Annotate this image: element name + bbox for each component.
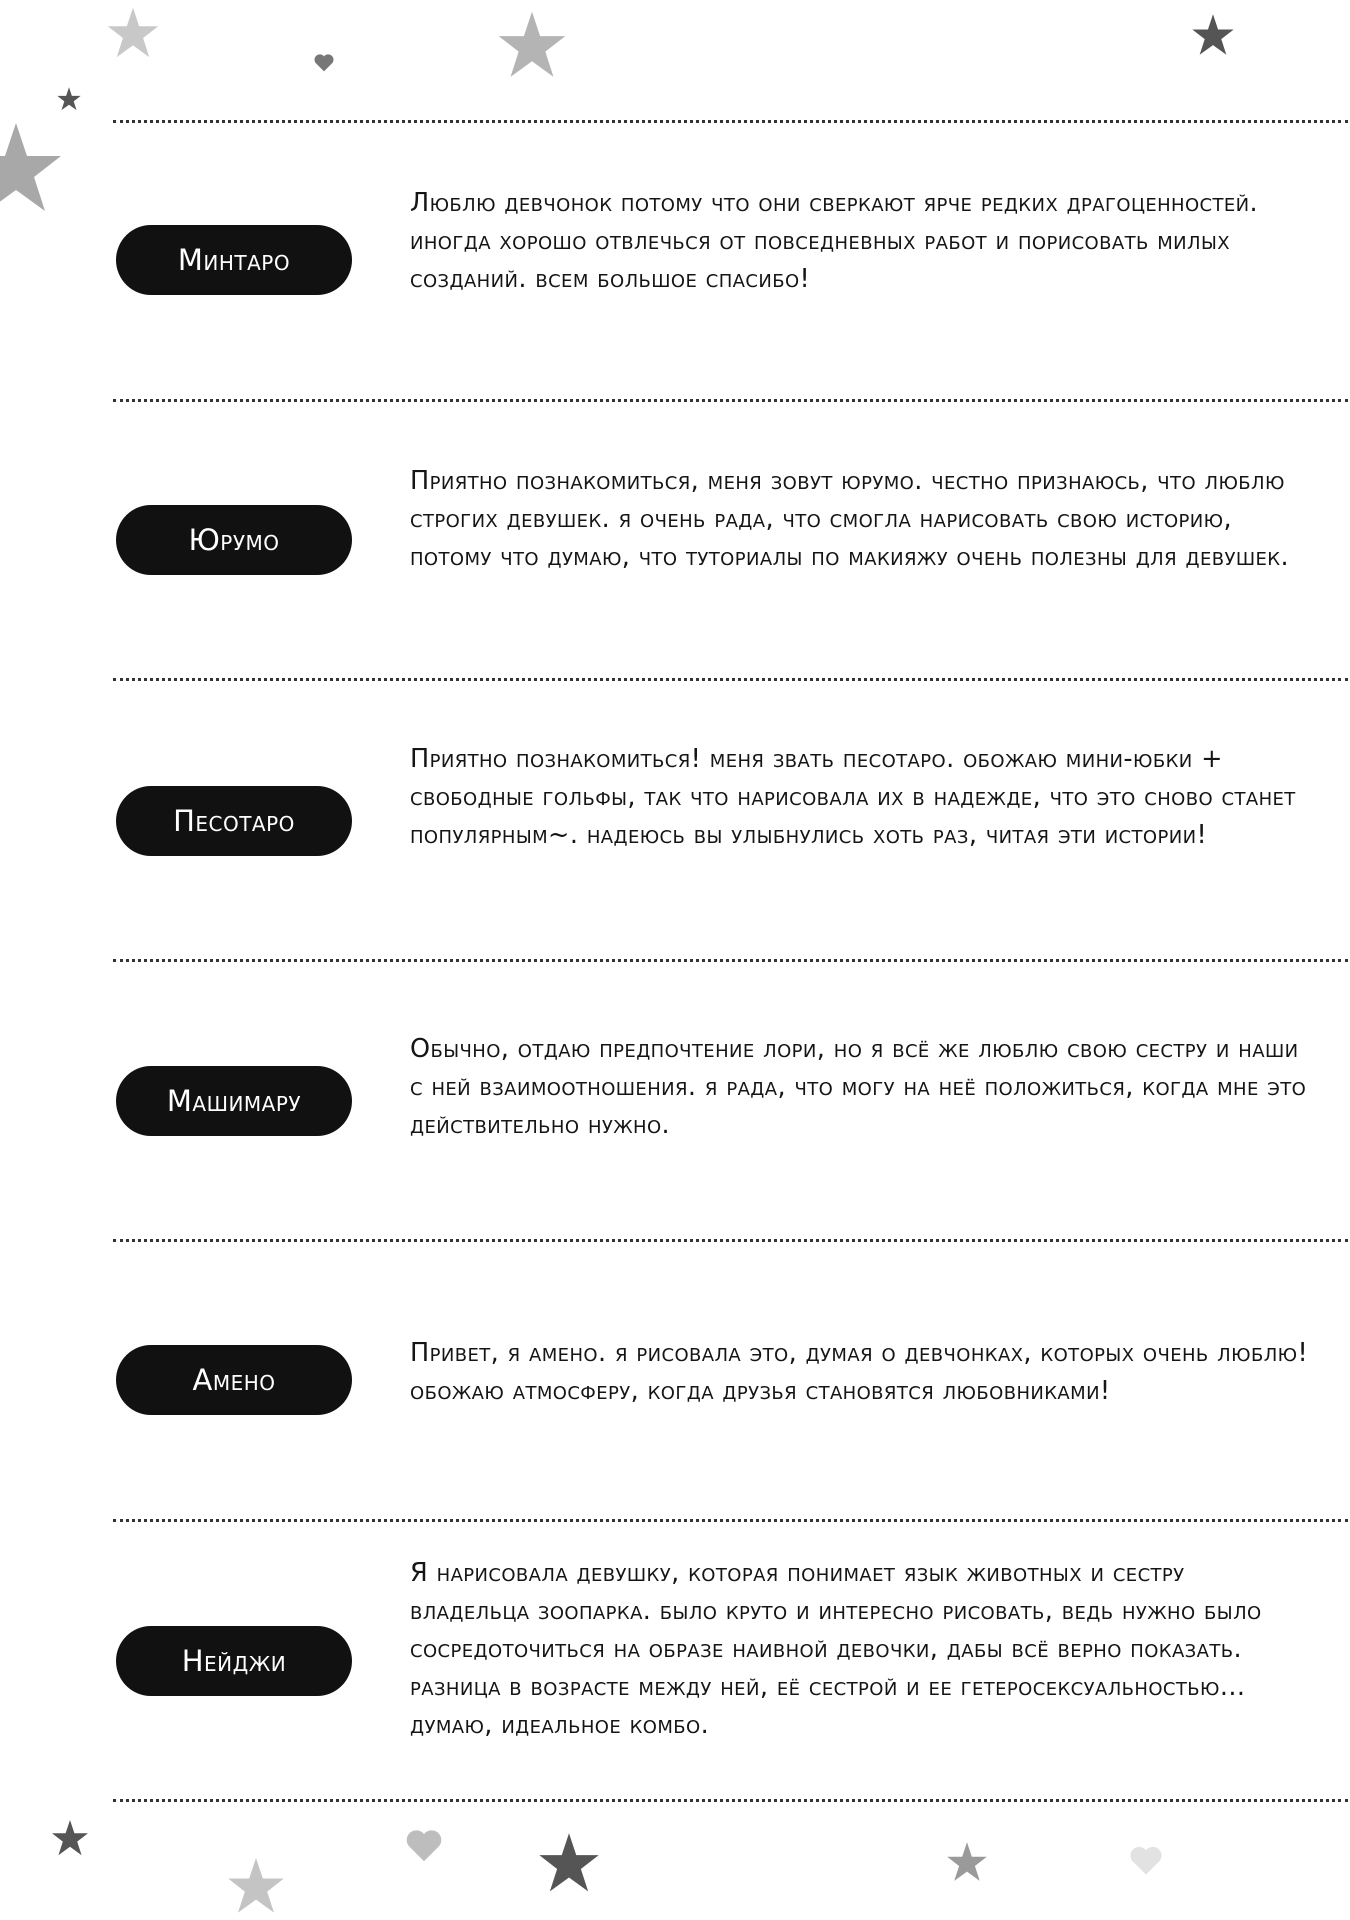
star-icon — [945, 1840, 989, 1884]
star-icon — [536, 1830, 602, 1896]
author-name-badge: Машимару — [116, 1066, 352, 1136]
author-note: Я нарисовала девушку, которая понимает язык животных и сестру владельца зоопарка. было круто и интересно рисовать, ведь нужно было сосредоточиться на образе наивной девочки, дабы всё верно показать. разница в возрасте между ней, её сестрой и ее гетеросексуальностью... думаю, идеальное комбо. — [410, 1558, 1262, 1740]
star-icon — [1190, 12, 1236, 58]
star-icon — [225, 1855, 287, 1917]
author-name-badge: Амено — [116, 1345, 352, 1415]
heart-icon — [1128, 1843, 1164, 1879]
star-icon — [0, 118, 66, 218]
author-note: Приятно познакомиться, меня зовут юрумо. честно признаюсь, что люблю строгих девушек. я очень рада, что смогла нарисовать свою историю, потому что думаю, что туториалы по макияжу очень полезны для девушек. — [410, 466, 1289, 572]
star-icon — [50, 1818, 90, 1858]
heart-icon — [313, 52, 335, 74]
author-name-badge: Нейджи — [116, 1626, 352, 1696]
dotted-divider — [113, 678, 1348, 681]
author-name-badge: Юрумо — [116, 505, 352, 575]
star-icon — [56, 86, 82, 112]
dotted-divider — [113, 399, 1348, 402]
dotted-divider — [113, 1519, 1348, 1522]
dotted-divider — [113, 120, 1348, 123]
star-icon — [495, 8, 569, 82]
author-note: Привет, я амено. я рисовала это, думая о девчонках, которых очень люблю! обожаю атмосферу, когда друзья становятся любовниками! — [410, 1338, 1309, 1406]
star-icon — [105, 5, 161, 61]
dotted-divider — [113, 1799, 1348, 1802]
author-note: Люблю девчонок потому что они сверкают ярче редких драгоценностей. иногда хорошо отвлечься от повседневных работ и порисовать милых созданий. всем большое спасибо! — [410, 188, 1259, 294]
dotted-divider — [113, 959, 1348, 962]
heart-icon — [404, 1826, 444, 1866]
author-name-badge: Минтаро — [116, 225, 352, 295]
author-note: Обычно, отдаю предпочтение лори, но я всё же люблю свою сестру и наши с ней взаимоотношения. я рада, что могу на неё положиться, когда мне это действительно нужно. — [410, 1034, 1307, 1140]
dotted-divider — [113, 1239, 1348, 1242]
author-note: Приятно познакомиться! меня звать песотаро. обожаю мини-юбки + свободные гольфы, так что нарисовала их в надежде, что это сново станет популярным~. надеюсь вы улыбнулись хоть раз, читая эти истории! — [410, 744, 1296, 850]
author-name-badge: Песотаро — [116, 786, 352, 856]
